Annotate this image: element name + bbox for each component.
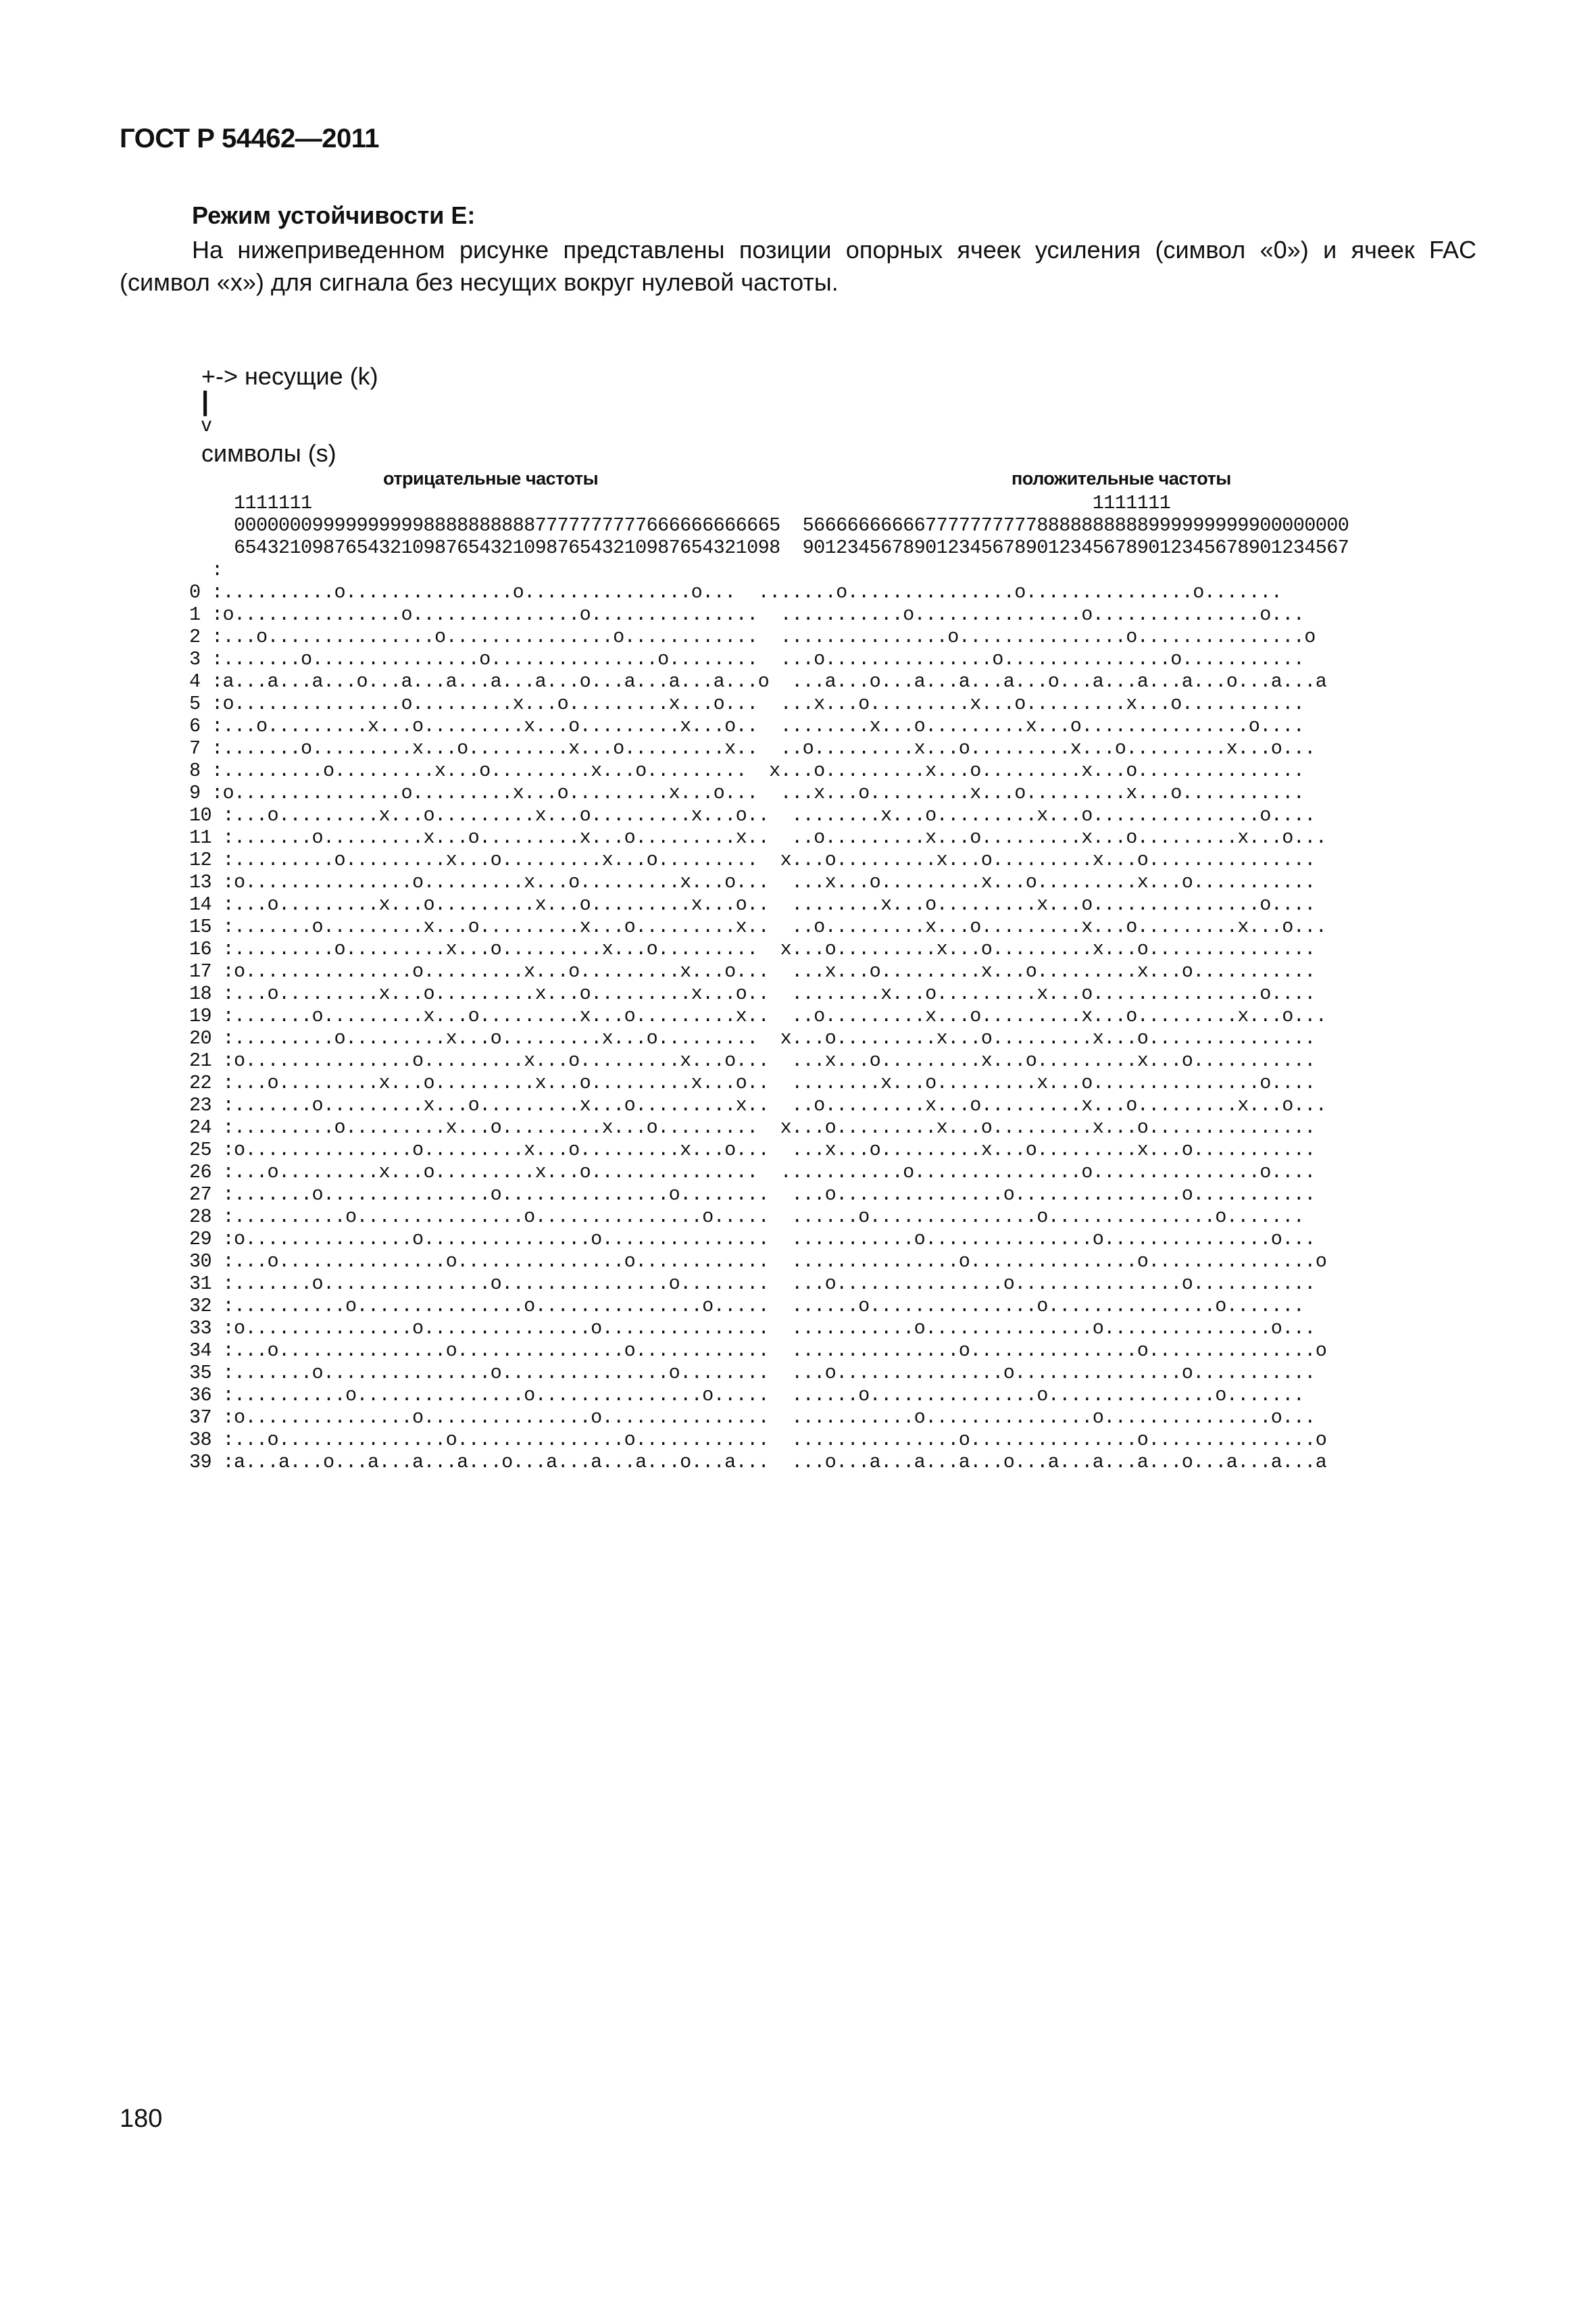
paragraph-line-2: (символ «x») для сигнала без несущих вокруг нулевой частоты.	[120, 268, 839, 296]
paragraph-line-1: На нижеприведенном рисунке представлены позиции опорных ячеек усиления (символ «0») и ячеек FAC	[192, 236, 1476, 264]
page-number: 180	[120, 2104, 163, 2133]
symbols-axis-label: символы (s)	[201, 439, 336, 467]
document-header: ГОСТ Р 54462—2011	[120, 124, 379, 153]
intro-paragraph	[120, 234, 1476, 299]
cell-position-grid: 1111111 1111111 0000000999999999988888888887777777777666666666665 5666666666677777777778888888888999999999900000000 6543210987654321098765432109876543210987654321098 9012345678901234567890123456789012345678901234567 : 0 :..........o...............o...............o... .......o...............o...............o....... 1 :o...............o...............o............... ...........o...............o...............o... 2 :...o...............o...............o............ ...............o...............o...............o 3 :.......o...............o...............o........ ...o...............o...............o........... 4 :a...a...a...o...a...a...a...a...o...a...a...a...o ...a...o...a...a...a...o...a...a...a...o...a...a 5 :o...............o.........x...o.........x...o... ...x...o.........x...o.........x...o........... 6 :...o.........x...o.........x...o.........x...o.. ........x...o.........x...o...............o.... 7 :.......o.........x...o.........x...o.........x.. ..o.........x...o.........x...o.........x...o... 8 :.........o.........x...o.........x...o......... x...o.........x...o.........x...o............... 9 :o...............o.........x...o.........x...o... ...x...o.........x...o.........x...o........... 10 :...o.........x...o.........x...o.........x...o.. ........x...o.........x...o...............o.... 11 :.......o.........x...o.........x...o.........x.. ..o.........x...o.........x...o.........x...o... 12 :.........o.........x...o.........x...o......... x...o.........x...o.........x...o............... 13 :o...............o.........x...o.........x...o... ...x...o.........x...o.........x...o........... 14 :...o.........x...o.........x...o.........x...o.. ........x...o.........x...o...............o.... 15 :.......o.........x...o.........x...o.........x.. ..o.........x...o.........x...o.........x...o... 16 :.........o.........x...o.........x...o......... x...o.........x...o.........x...o............... 17 :o...............o.........x...o.........x...o... ...x...o.........x...o.........x...o........... 18 :...o.........x...o.........x...o.........x...o.. ........x...o.........x...o...............o.... 19 :.......o.........x...o.........x...o.........x.. ..o.........x...o.........x...o.........x...o... 20 :.........o.........x...o.........x...o......... x...o.........x...o.........x...o............... 21 :o...............o.........x...o.........x...o... ...x...o.........x...o.........x...o........... 22 :...o.........x...o.........x...o.........x...o.. ........x...o.........x...o...............o.... 23 :.......o.........x...o.........x...o.........x.. ..o.........x...o.........x...o.........x...o... 24 :.........o.........x...o.........x...o......... x...o.........x...o.........x...o............... 25 :o...............o.........x...o.........x...o... ...x...o.........x...o.........x...o........... 26 :...o.........x...o.........x...o............... ...........o...............o...............o.... 27 :.......o...............o...............o........ ...o...............o...............o........... 28 :..........o...............o...............o..... ......o...............o...............o....... 29 :o...............o...............o............... ...........o...............o...............o... 30 :...o...............o...............o............ ...............o...............o...............o 31 :.......o...............o...............o........ ...o...............o...............o........... 32 :..........o...............o...............o..... ......o...............o...............o....... 33 :o...............o...............o............... ...........o...............o...............o... 34 :...o...............o...............o............ ...............o...............o...............o 35 :.......o...............o...............o........ ...o...............o...............o........... 36 :..........o...............o...............o..... ......o...............o...............o....... 37 :o...............o...............o............... ...........o...............o...............o... 38 :...o...............o...............o............ ...............o...............o...............o 39 :a...a...o...a...a...a...o...a...a...a...o...a... ...o...a...a...a...o...a...a...a...o...a...a...a	[189, 492, 1349, 1473]
section-title: Режим устойчивости E:	[192, 201, 476, 229]
positive-frequencies-label: положительные частоты	[1012, 468, 1231, 489]
carriers-axis-label: +-> несущие (k)	[201, 362, 378, 390]
negative-frequencies-label: отрицательные частоты	[383, 468, 599, 489]
axis-bar: |	[201, 387, 209, 416]
axis-arrow: v	[201, 414, 211, 436]
